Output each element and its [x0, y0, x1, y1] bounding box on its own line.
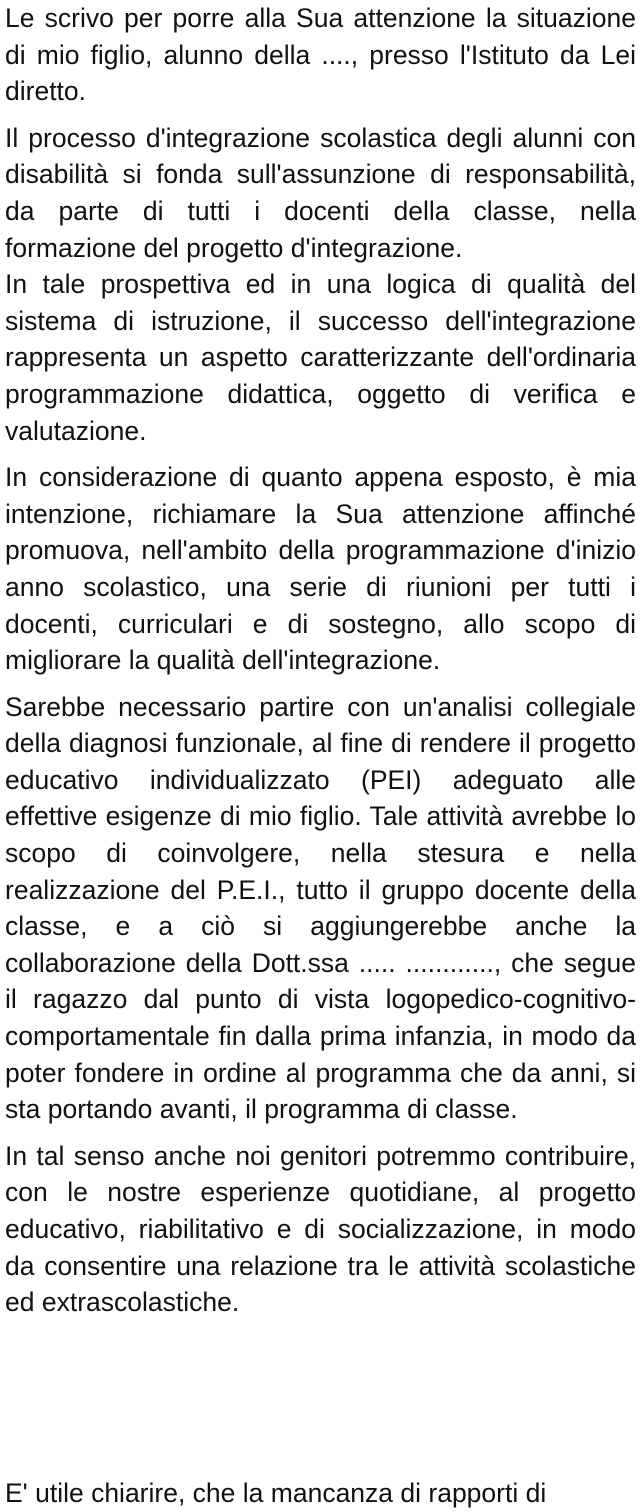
letter-body [5, 0, 636, 1508]
paragraph-parents-contribution: In tal senso anche noi genitori potremmo contribuire, con le nostre esperienze quotidiane, al progetto educativo, riabilitativo e di socializzazione, in modo da consentire una relazione tra le attività scolastiche ed extrascolastiche. [5, 1140, 636, 1318]
paragraph-request-meetings: In considerazione di quanto appena esposto, è mia intenzione, richiamare la Sua attenzione affinché promuova, nell'ambito della programmazione d'inizio anno scolastico, una serie di riunioni per tutti i docenti, curriculari e di sostegno, allo scopo di migliorare la qualità dell'integrazione. [5, 462, 636, 676]
paragraph-quality-perspective: In tale prospettiva ed in una logica di qualità del sistema di istruzione, il successo dell'integrazione rappresenta un aspetto caratterizzante dell'ordinaria programmazione didattica, oggetto di verifica e valutazione. [5, 269, 636, 446]
paragraph-intro: Le scrivo per porre alla Sua attenzione la situazione di mio figlio, alunno della ...., presso l'Istituto da Lei diretto. [5, 3, 636, 107]
paragraph-integration-process: Il processo d'integrazione scolastica degli alunni con disabilità si fonda sull'assunzione di responsabilità, da parte di tutti i docenti della classe, nella formazione del progetto d'integrazione. [5, 122, 636, 263]
paragraph-clarification-partial: E' utile chiarire, che la mancanza di rapporti di [5, 1478, 547, 1508]
paragraph-pei-analysis: Sarebbe necessario partire con un'analisi collegiale della diagnosi funzionale, al fine di rendere il progetto educativo individualizzato (PEI) adeguato alle effettive esigenze di mio figlio. Tale attività avrebbe lo scopo di coinvolgere, nella stesura e nella realizzazione del P.E.I., tutto il gruppo docente della classe, e a ciò si aggiungerebbe anche la collaborazione della Dott.ssa ..... ............, che segue il ragazzo dal punto di vista logopedico-cognitivo-comportamentale fin dalla prima infanzia, in modo da poter fondere in ordine al programma che da anni, si sta portando avanti, il programma di classe. [5, 691, 636, 1125]
